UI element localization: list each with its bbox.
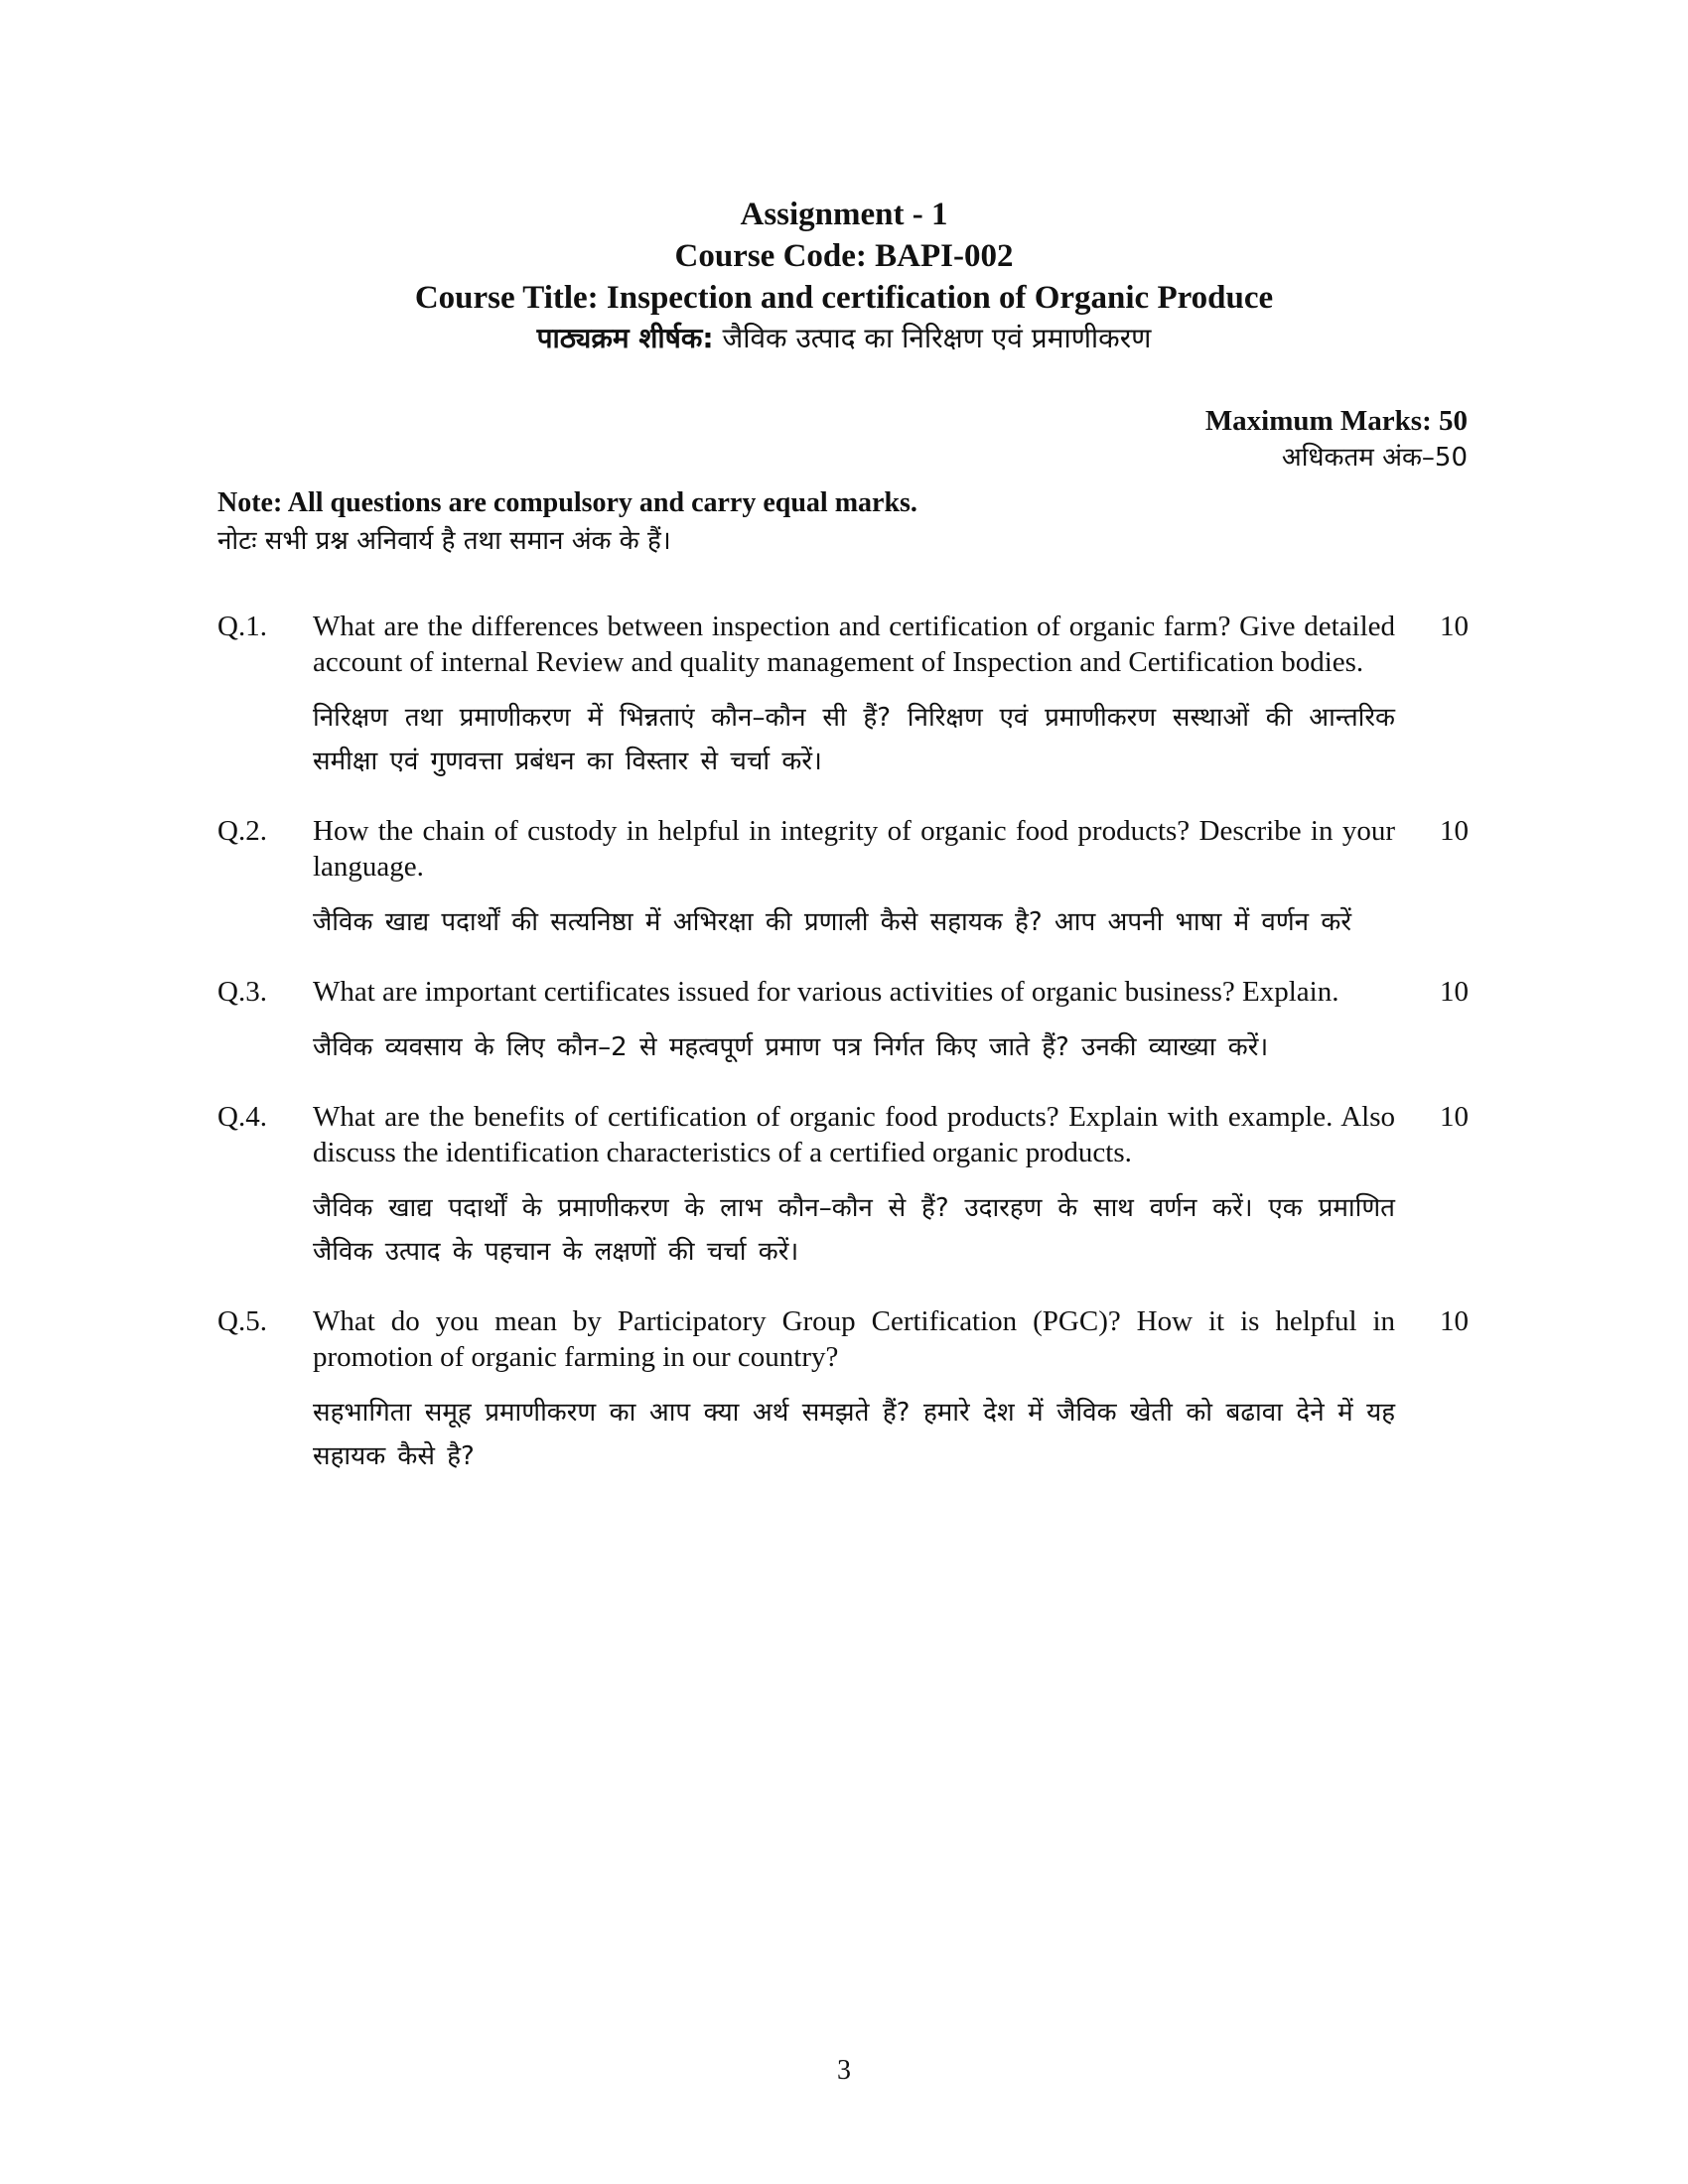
note-hindi: नोटः सभी प्रश्न अनिवार्य है तथा समान अंक के हैं। — [217, 526, 671, 556]
maximum-marks — [1205, 402, 1468, 476]
question-number: Q.5. — [217, 1305, 267, 1337]
course-title-hindi — [0, 319, 1688, 358]
question-number: Q.1. — [217, 611, 267, 642]
question-marks: 10 — [1440, 611, 1469, 642]
question-text-hindi: सहभागिता समूह प्रमाणीकरण का आप क्या अर्थ समझते हैं? हमारे देश में जैविक खेती को बढावा देने में यह सहायक कैसे है? — [313, 1398, 1395, 1471]
question-number: Q.3. — [217, 976, 267, 1008]
question-list — [217, 609, 1469, 1508]
question-text-hindi: निरिक्षण तथा प्रमाणीकरण में भिन्नताएं कौन–कौन सी हैं? निरिक्षण एवं प्रमाणीकरण सस्थाओं की आन्तरिक समीक्षा एवं गुणवत्ता प्रबंधन का विस्तार से चर्चा करें। — [313, 703, 1395, 776]
instructions-note — [217, 484, 917, 560]
question-item — [217, 813, 1469, 944]
maximum-marks-hindi: अधिकतम अंक–50 — [1281, 443, 1468, 473]
question-text-english: What are the benefits of certification of organic food products? Explain with example. Also discuss the identification characteristics of a certified organic products. — [313, 1101, 1395, 1168]
question-item — [217, 1099, 1469, 1274]
course-title: Course Title: Inspection and certification of Organic Produce — [414, 280, 1274, 316]
question-text-english: What are important certificates issued for various activities of organic business? Explain. — [313, 976, 1339, 1008]
maximum-marks-english: Maximum Marks: 50 — [1204, 405, 1468, 437]
question-text-english: How the chain of custody in helpful in integrity of organic food products? Describe in your language. — [313, 815, 1395, 883]
question-marks: 10 — [1440, 1305, 1469, 1337]
question-text-english: What do you mean by Participatory Group Certification (PGC)? How it is helpful in promotion of organic farming in our country? — [313, 1305, 1395, 1373]
question-text-english: What are the differences between inspection and certification of organic farm? Give detailed account of internal Review and quality management of Inspection and Certification bodies. — [313, 611, 1395, 678]
question-item — [217, 1303, 1469, 1478]
course-title-hindi-label: पाठ्यक्रम शीर्षक: — [536, 322, 714, 354]
document-header — [0, 194, 1688, 358]
question-text-hindi: जैविक खाद्य पदार्थों की सत्यनिष्ठा में अभिरक्षा की प्रणाली कैसे सहायक है? आप अपनी भाषा में वर्णन करें — [313, 907, 1351, 937]
question-marks: 10 — [1440, 976, 1469, 1008]
question-number: Q.2. — [217, 815, 267, 847]
note-english: Note: All questions are compulsory and carry equal marks. — [217, 487, 917, 518]
question-marks: 10 — [1440, 1101, 1469, 1133]
page-number: 3 — [837, 2055, 851, 2086]
question-item — [217, 974, 1469, 1069]
question-number: Q.4. — [217, 1101, 267, 1133]
question-text-hindi: जैविक खाद्य पदार्थों के प्रमाणीकरण के लाभ कौन–कौन से हैं? उदारहण के साथ वर्णन करें। एक प्रमाणित जैविक उत्पाद के पहचान के लक्षणों की चर्चा करें। — [313, 1193, 1395, 1267]
question-text-hindi: जैविक व्यवसाय के लिए कौन–2 से महत्वपूर्ण प्रमाण पत्र निर्गत किए जाते हैं? उनकी व्याख्या करें। — [313, 1032, 1269, 1062]
course-title-hindi-value: जैविक उत्पाद का निरिक्षण एवं प्रमाणीकरण — [713, 322, 1152, 354]
question-item — [217, 609, 1469, 783]
question-marks: 10 — [1440, 815, 1469, 847]
assignment-title: Assignment - 1 — [740, 197, 948, 232]
course-code: Course Code: BAPI-002 — [674, 238, 1014, 274]
